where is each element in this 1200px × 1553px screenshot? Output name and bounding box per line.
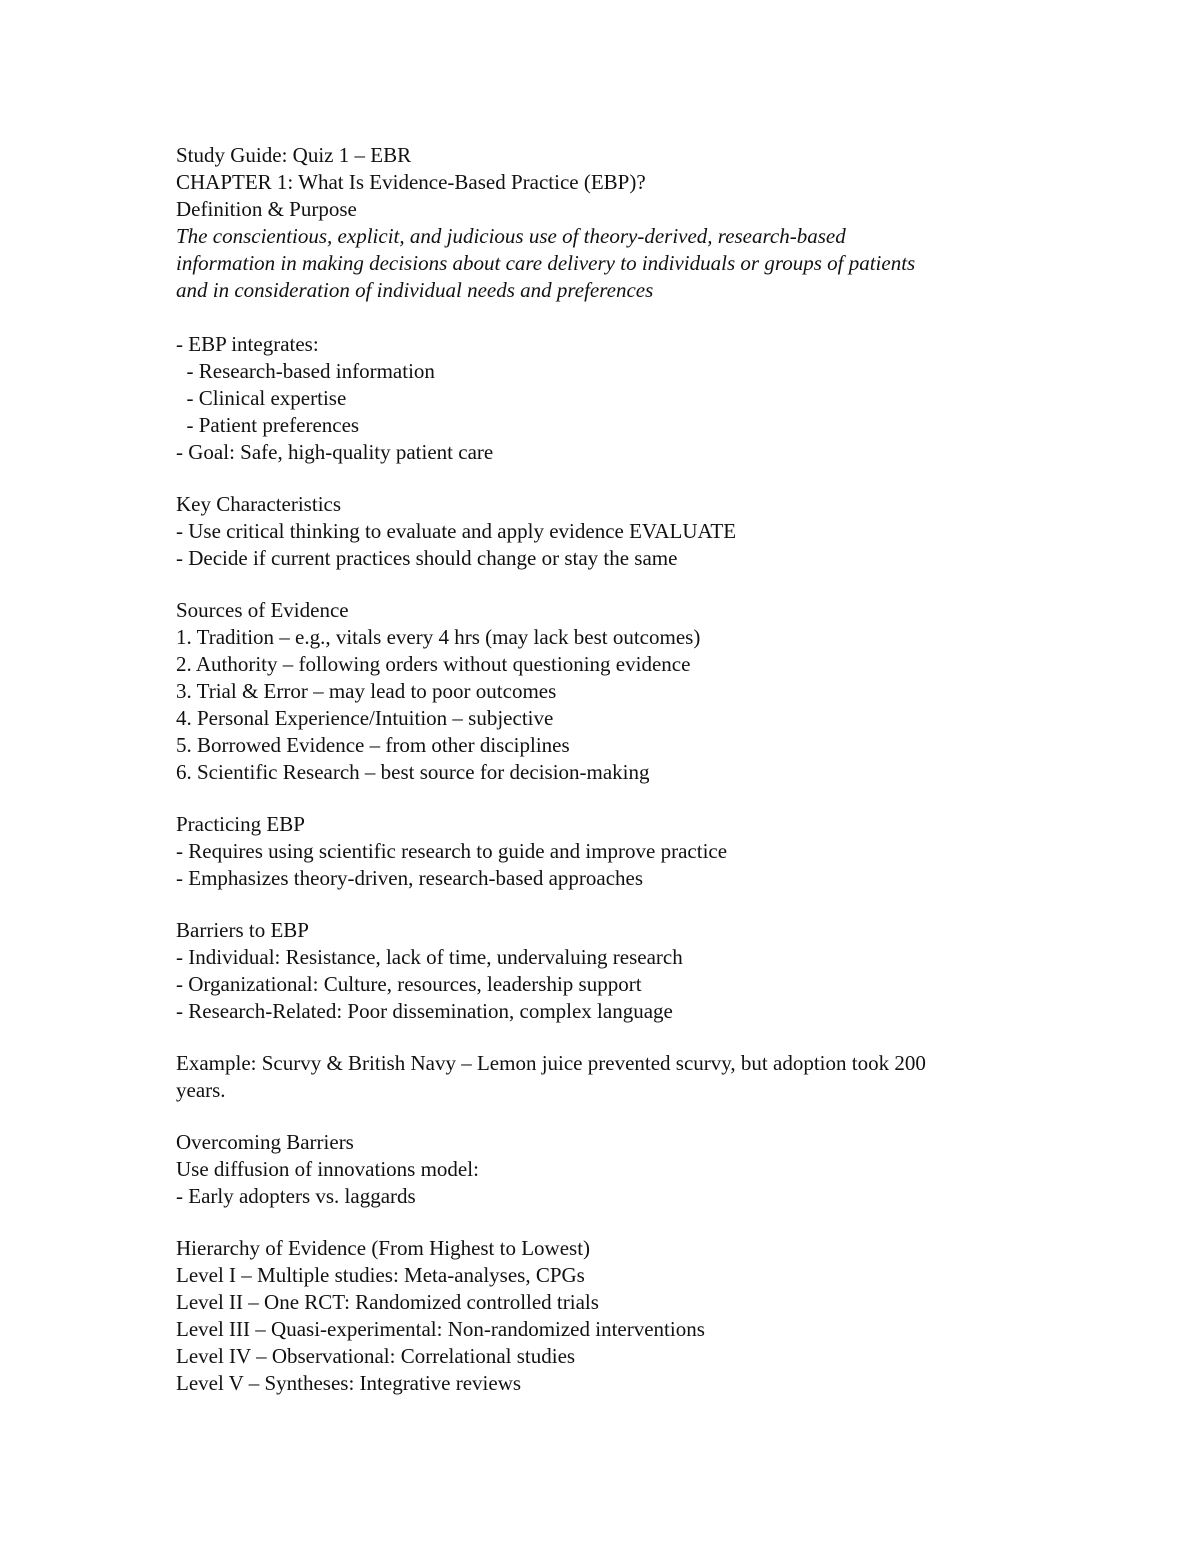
sources-line: 2. Authority – following orders without questioning evidence [176,652,691,676]
paragraph-spacer [176,892,1056,917]
definition-text-line: and in consideration of individual needs and preferences [176,278,654,302]
integrates-line: - Patient preferences [176,413,360,437]
barriers-line: - Organizational: Culture, resources, leadership support [176,972,642,996]
example-line: years. [176,1078,226,1102]
hierarchy-level: Level III – Quasi-experimental: Non-randomized interventions [176,1317,705,1341]
integrates-line: - Clinical expertise [176,386,347,410]
integrates-line: - EBP integrates: [176,332,319,356]
definition-heading: Definition & Purpose [176,197,357,221]
sources-line: 3. Trial & Error – may lead to poor outcomes [176,679,557,703]
goal-line: - Goal: Safe, high-quality patient care [176,440,494,464]
paragraph-spacer [176,466,1056,491]
example-line: Example: Scurvy & British Navy – Lemon juice prevented scurvy, but adoption took 200 [176,1051,926,1075]
integrates-line: - Research-based information [176,359,435,383]
document-body [176,142,1056,1397]
practicing-heading: Practicing EBP [176,812,305,836]
overcoming-heading: Overcoming Barriers [176,1130,354,1154]
sources-line: 5. Borrowed Evidence – from other disciplines [176,733,570,757]
definition-text-line: The conscientious, explicit, and judicious use of theory-derived, research-based [176,224,846,248]
sources-line: 4. Personal Experience/Intuition – subjective [176,706,554,730]
sources-line: 6. Scientific Research – best source for decision-making [176,760,650,784]
paragraph-spacer [176,786,1056,811]
hierarchy-level: Level V – Syntheses: Integrative reviews [176,1371,522,1395]
hierarchy-level: Level I – Multiple studies: Meta-analyses, CPGs [176,1263,585,1287]
hierarchy-heading: Hierarchy of Evidence (From Highest to Lowest) [176,1236,591,1260]
paragraph-spacer [176,572,1056,597]
barriers-line: - Individual: Resistance, lack of time, undervaluing research [176,945,683,969]
sources-heading: Sources of Evidence [176,598,349,622]
document-title: Study Guide: Quiz 1 – EBR [176,143,412,167]
practicing-line: - Emphasizes theory-driven, research-based approaches [176,866,644,890]
paragraph-spacer [176,1210,1056,1235]
overcoming-line: - Early adopters vs. laggards [176,1184,416,1208]
characteristics-line: - Decide if current practices should change or stay the same [176,546,678,570]
paragraph-spacer [176,304,1056,331]
definition-text-line: information in making decisions about care delivery to individuals or groups of patients [176,251,916,275]
practicing-line: - Requires using scientific research to guide and improve practice [176,839,728,863]
hierarchy-level: Level II – One RCT: Randomized controlled trials [176,1290,599,1314]
sources-line: 1. Tradition – e.g., vitals every 4 hrs (may lack best outcomes) [176,625,701,649]
paragraph-spacer [176,1104,1056,1129]
chapter-heading: CHAPTER 1: What Is Evidence-Based Practice (EBP)? [176,170,646,194]
characteristics-heading: Key Characteristics [176,492,342,516]
paragraph-spacer [176,1025,1056,1050]
overcoming-line: Use diffusion of innovations model: [176,1157,479,1181]
characteristics-line: - Use critical thinking to evaluate and apply evidence EVALUATE [176,519,737,543]
barriers-heading: Barriers to EBP [176,918,309,942]
hierarchy-level: Level IV – Observational: Correlational studies [176,1344,576,1368]
barriers-line: - Research-Related: Poor dissemination, complex language [176,999,673,1023]
